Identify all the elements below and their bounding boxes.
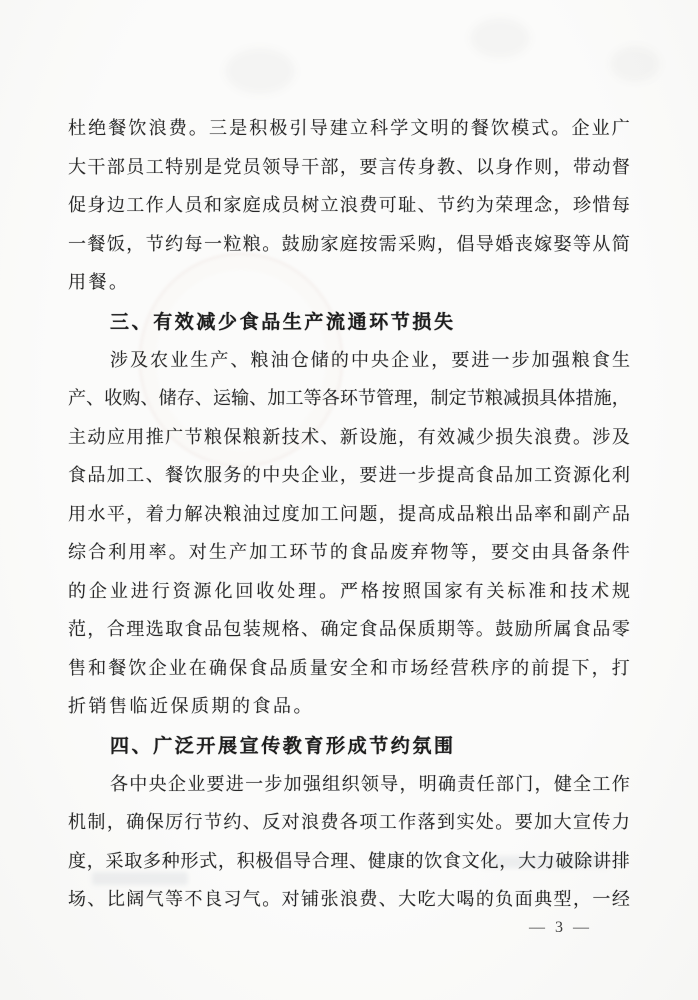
text-line: 范 ， 合 理 选 取 食 品 包 装 规 格 、 确 定 食 品 保 质 期 等 。 鼓 励 所 属 食 品 零	[68, 619, 630, 640]
text-line: 促 身 边 工 作 人 员 和 家 庭 成 员 树 立 浪 费 可 耻 、 节 约 为 荣 理 念 ， 珍 惜 每	[68, 195, 630, 216]
text-line: 用餐。	[68, 272, 130, 293]
text-line: 涉 及 农 业 生 产 、 粮 油 仓 储 的 中 央 企 业 ， 要 进 一 步 加 强 粮 食 生	[110, 349, 630, 370]
text-line: 各 中 央 企 业 要 进 一 步 加 强 组 织 领 导 ， 明 确 责 任 部 门 ， 健 全 工 作	[110, 773, 630, 794]
text-line: 食 品 加 工 、 餐 饮 服 务 的 中 央 企 业 ， 要 进 一 步 提 高 食 品 加 工 资 源 化 利	[68, 465, 630, 486]
text-line: 大 干 部 员 工 特 别 是 党 员 领 导 干 部 ， 要 言 传 身 教 、 以 身 作 则 ， 带 动 督	[68, 156, 630, 177]
page-number: — 3 —	[529, 919, 592, 937]
text-line: 机 制 ， 确 保 厉 行 节 约 、 反 对 浪 费 各 项 工 作 落 到 实 处 。 要 加 大 宣 传 力	[68, 812, 630, 833]
text-line: 主 动 应 用 推 广 节 粮 保 粮 新 技 术 、 新 设 施 ， 有 效 减 少 损 失 浪 费 。 涉 及	[68, 426, 630, 447]
section-heading: 三、有效减少食品生产流通环节损失	[110, 311, 456, 333]
text-line: 产 、 收 购 、 储 存 、 运 输 、 加 工 等 各 环 节 管 理 ， 制 定 节 粮 减 损 具 体 措 施 ，	[68, 388, 630, 409]
text-line: 场 、 比 阔 气 等 不 良 习 气 。 对 铺 张 浪 费 、 大 吃 大 喝 的 负 面 典 型 ， 一 经	[68, 889, 630, 910]
section-heading: 四、广泛开展宣传教育形成节约氛围	[110, 735, 456, 757]
text-line: 杜 绝 餐 饮 浪 费 。 三 是 积 极 引 导 建 立 科 学 文 明 的 餐 饮 模 式 。 企 业 广	[68, 118, 630, 139]
text-line: 用 水 平 ， 着 力 解 决 粮 油 过 度 加 工 问 题 ， 提 高 成 品 粮 出 品 率 和 副 产 品	[68, 503, 630, 524]
text-line: 的 企 业 进 行 资 源 化 回 收 处 理 。 严 格 按 照 国 家 有 关 标 准 和 技 术 规	[68, 580, 630, 601]
text-line: 售 和 餐 饮 企 业 在 确 保 食 品 质 量 安 全 和 市 场 经 营 秩 序 的 前 提 下 ， 打	[68, 657, 630, 678]
text-line: 度 ， 采 取 多 种 形 式 ， 积 极 倡 导 合 理 、 健 康 的 饮 食 文 化 ， 大 力 破 除 讲 排	[68, 850, 630, 871]
text-line: 折销售临近保质期的食品。	[68, 696, 314, 717]
text-line: 综 合 利 用 率 。 对 生 产 加 工 环 节 的 食 品 废 弃 物 等 ， 要 交 由 具 备 条 件	[68, 542, 630, 563]
text-line: 一 餐 饭 ， 节 约 每 一 粒 粮 。 鼓 励 家 庭 按 需 采 购 ， 倡 导 婚 丧 嫁 娶 等 从 简	[68, 233, 630, 254]
